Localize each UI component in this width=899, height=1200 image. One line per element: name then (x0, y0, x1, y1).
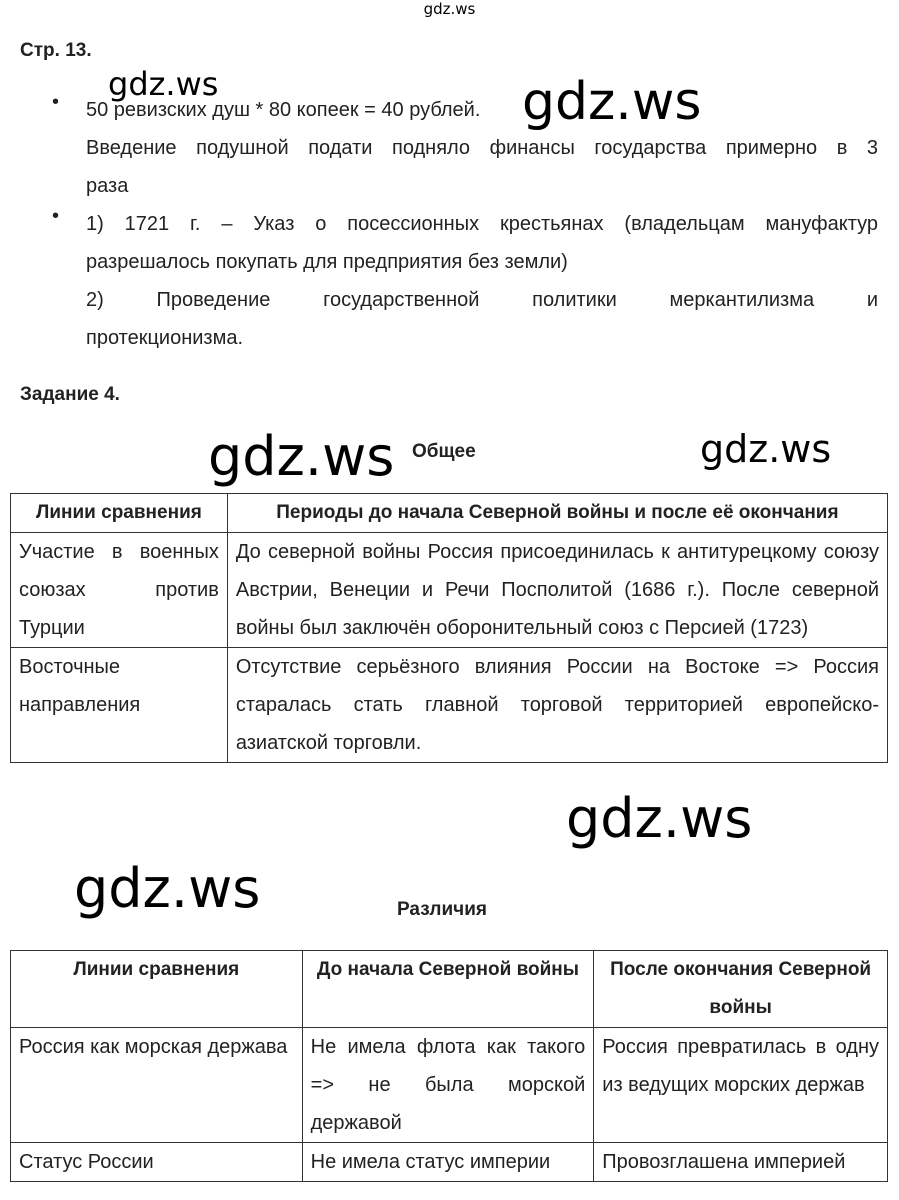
bullet-2-line-4: протекционизма. (86, 327, 244, 349)
watermark-2: gdz.ws (522, 72, 702, 132)
table-header-row (11, 951, 888, 1028)
header-cell: Периоды до начала Северной войны и после её окончания (227, 494, 887, 533)
comparison-line-cell: Россия как морская держава (11, 1028, 303, 1143)
differences-table (10, 950, 888, 1182)
header-cell: До начала Северной войны (302, 951, 594, 1028)
after-cell: Провозглашена империей (594, 1143, 888, 1182)
task-heading: Задание 4. (20, 384, 120, 405)
differences-caption: Различия (397, 899, 487, 920)
watermark-1: gdz.ws (108, 65, 219, 103)
page-heading: Стр. 13. (20, 40, 92, 61)
table-header-row (11, 494, 888, 533)
bullet-dot: • (52, 205, 60, 227)
bullet-2 (86, 205, 878, 357)
after-cell: Россия превратилась в одну из ведущих морских держав (594, 1028, 888, 1143)
table-row (11, 533, 888, 648)
header-cell: Линии сравнения (11, 494, 228, 533)
watermark-5: gdz.ws (566, 787, 753, 850)
comparison-line-cell: Статус России (11, 1143, 303, 1182)
common-caption: Общее (412, 441, 476, 462)
bullet-1-line-3: раза (86, 175, 129, 197)
bullet-2-line-3: 2) Проведение государственной политики меркантилизма и (86, 289, 878, 311)
common-table (10, 493, 888, 763)
watermark-4: gdz.ws (700, 427, 832, 471)
bullet-2-line-1: 1) 1721 г. – Указ о посессионных крестьянах (владельцам мануфактур (86, 213, 878, 235)
watermark-6: gdz.ws (74, 857, 261, 920)
bullet-2-line-2: разрешалось покупать для предприятия без земли) (86, 251, 568, 273)
period-cell: Отсутствие серьёзного влияния России на Востоке => Россия старалась стать главной торговой территорией европейско-азиатской торговли. (227, 648, 887, 763)
top-watermark: gdz.ws (423, 0, 476, 18)
before-cell: Не имела статус империи (302, 1143, 594, 1182)
before-cell: Не имела флота как такого => не была морской державой (302, 1028, 594, 1143)
table-row (11, 1143, 888, 1182)
table-row (11, 648, 888, 763)
bullet-1-line-1: 50 ревизских душ * 80 копеек = 40 рублей. (86, 99, 481, 121)
header-cell: После окончания Северной войны (594, 951, 888, 1028)
bullet-dot: • (52, 91, 60, 113)
bullet-1 (86, 91, 878, 205)
comparison-line-cell: Восточные направления (11, 648, 228, 763)
period-cell: До северной войны Россия присоединилась к антитурецкому союзу Австрии, Венеции и Речи Посполитой (1686 г.). После северной войны был заключён оборонительный союз с Персией (1723) (227, 533, 887, 648)
comparison-line-cell: Участие в военных союзах против Турции (11, 533, 228, 648)
bullet-1-line-2: Введение подушной подати подняло финансы государства примерно в 3 (86, 137, 878, 159)
table-row (11, 1028, 888, 1143)
header-cell: Линии сравнения (11, 951, 303, 1028)
watermark-3: gdz.ws (208, 425, 395, 488)
